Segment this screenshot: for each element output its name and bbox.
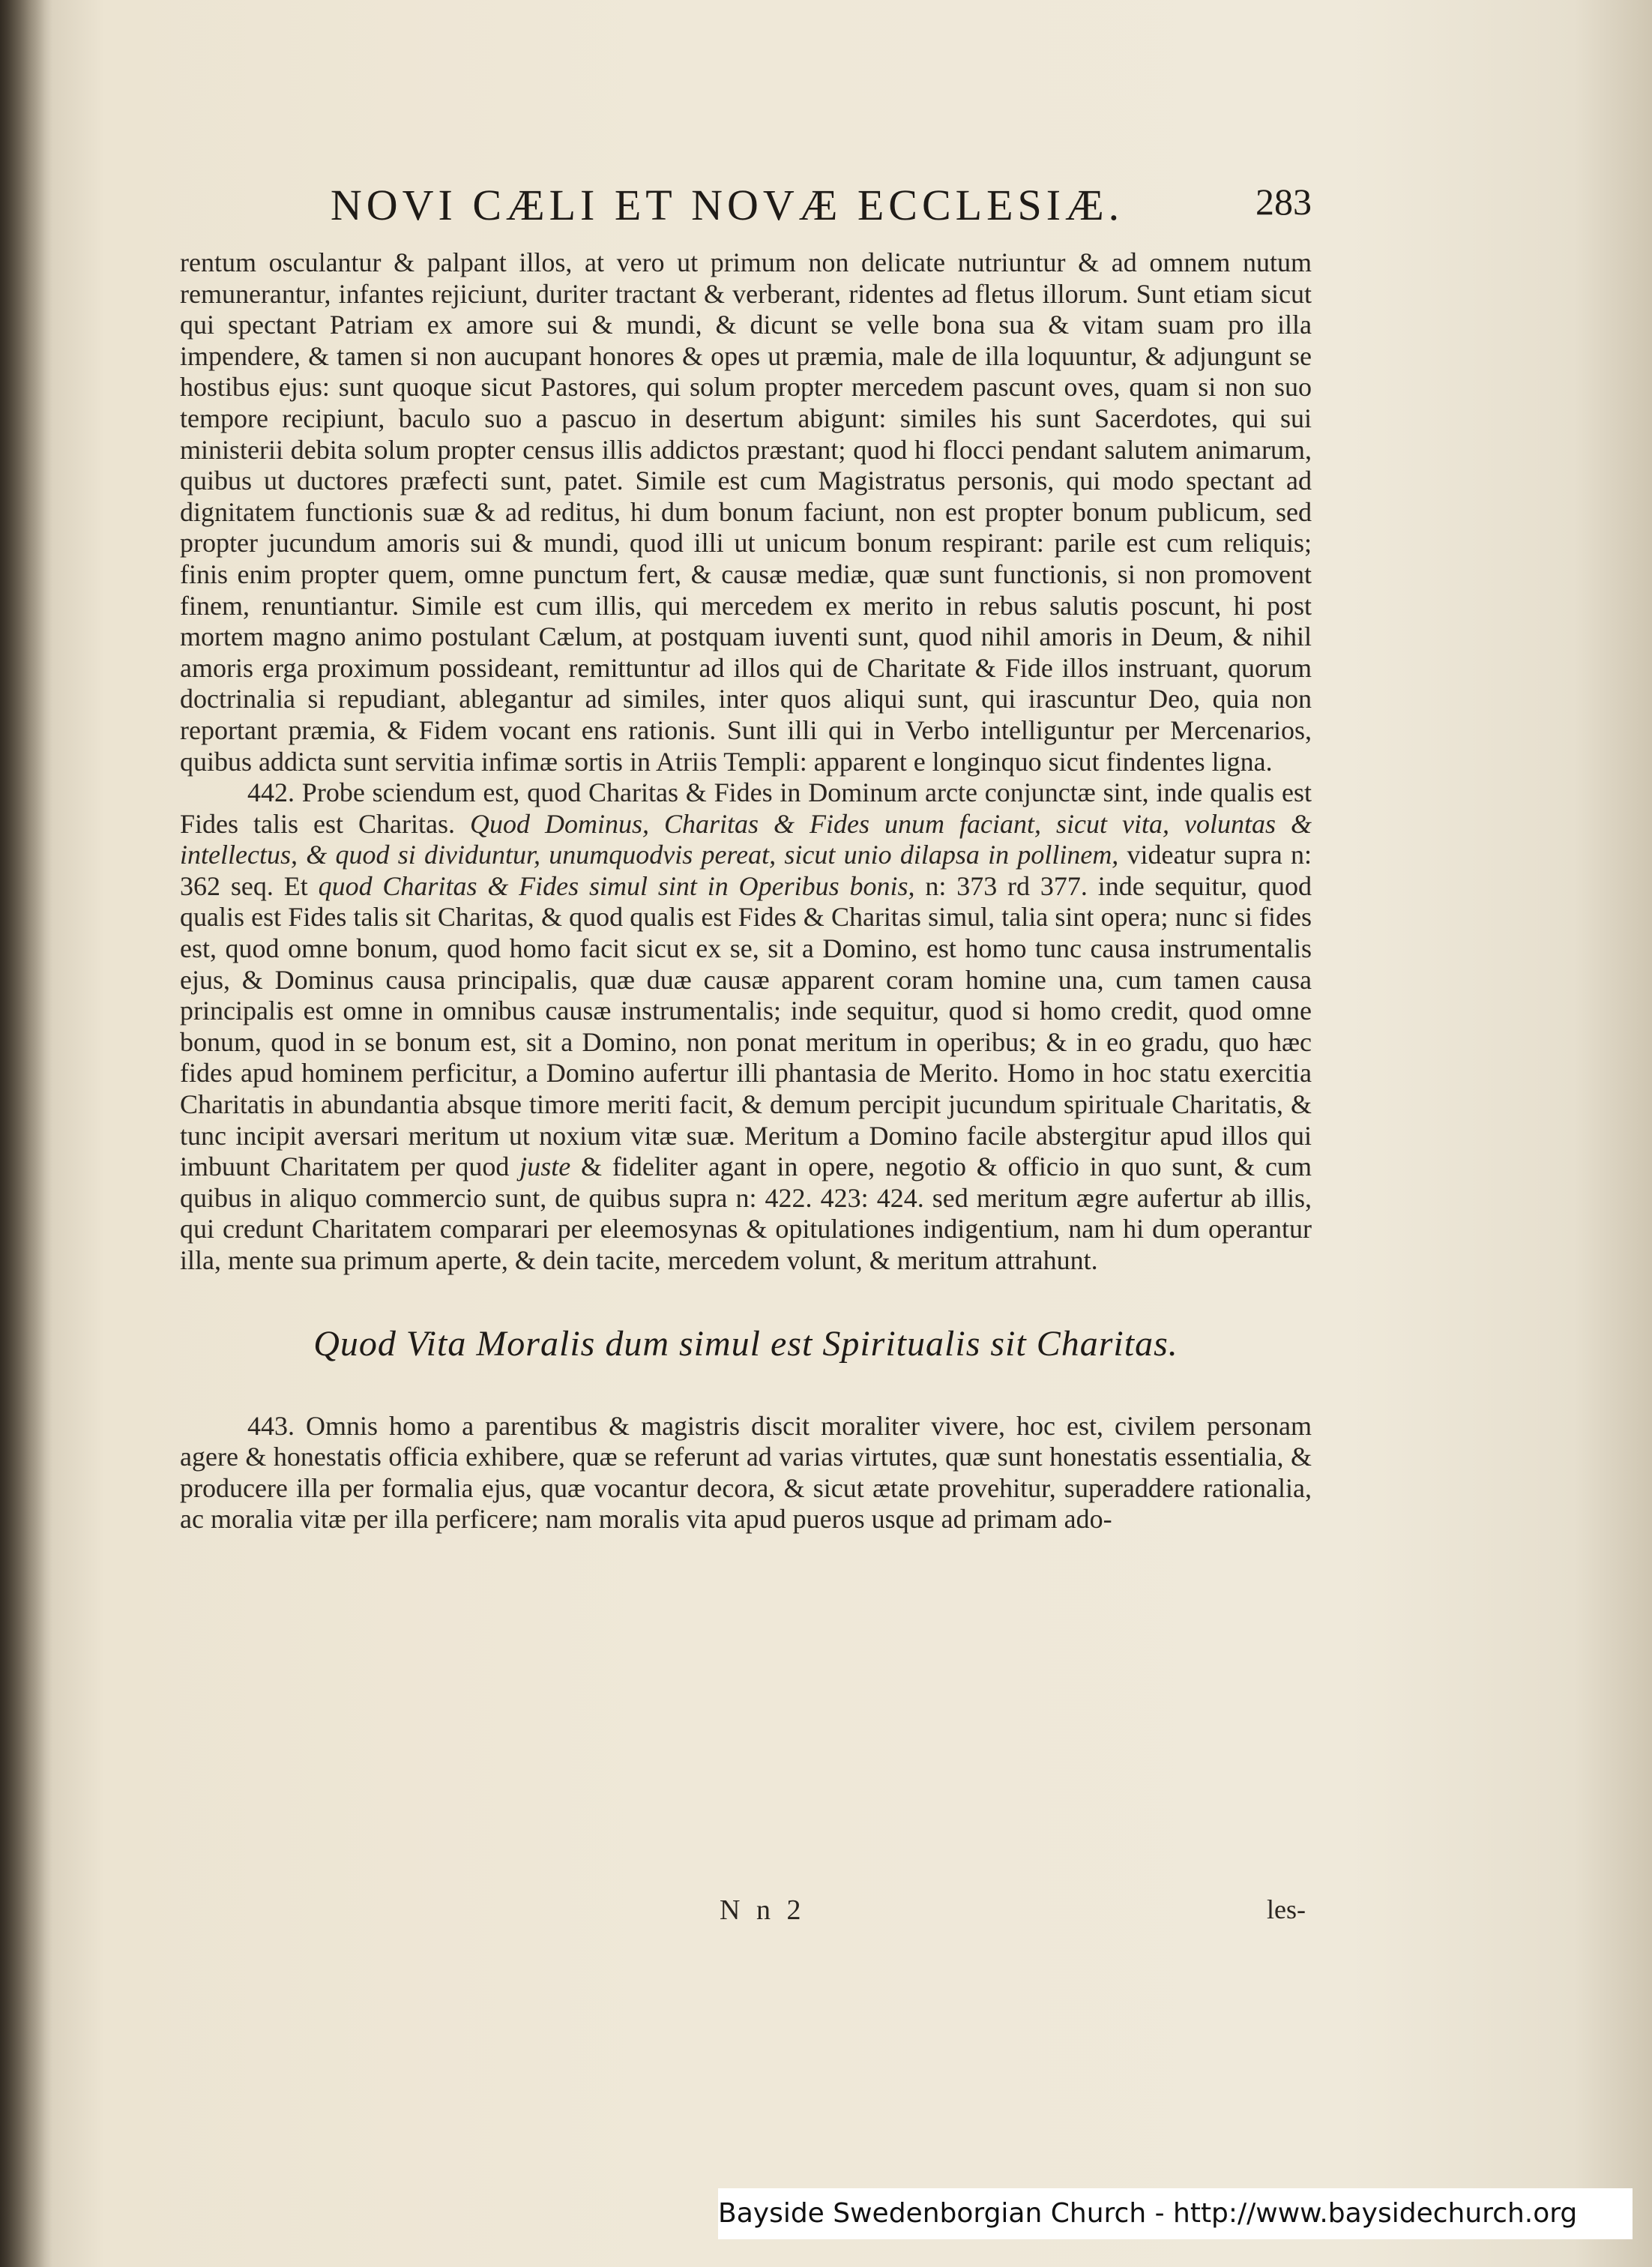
catchword: les- <box>1267 1894 1306 1924</box>
paragraph-442-text-d: & fideliter agant in opere, negotio & officio in quo sunt, & cum quibus in aliquo commercio sunt, de quibus supra n: 422. 423: 424. sed meritum ægre aufertur ab illis, qui credunt Charitatem comparari per eleemosynas & opitulationes indigentium, nam hi dum operantur illa, mente sua primum aperte, & dein tacite, mercedem volunt, & meritum attrahunt. <box>180 1151 1312 1275</box>
page-content <box>180 180 1312 1535</box>
paragraph-442-italic-c: juste <box>519 1151 571 1182</box>
main-text-continued <box>180 1411 1312 1535</box>
paragraph-442-text-a: 442. Probe sciendum est, quod Charitas & Fides in Dominum arcte conjunctæ sint, inde qualis est Fides talis est Charitas. <box>180 777 1312 839</box>
paragraph-442-italic-b: quod Charitas & Fides simul sint in Operibus bonis, <box>318 870 915 901</box>
section-heading: Quod Vita Moralis dum simul est Spiritualis sit Charitas. <box>313 1323 1178 1364</box>
paragraph-442-italic-a: Quod Dominus, Charitas & Fides unum faciant, sicut vita, voluntas & intellectus, & quod si dividuntur, unumquodvis pereat, sicut unio dilapsa in pollinem, <box>180 808 1312 870</box>
paragraph-continued: rentum osculantur & palpant illos, at vero ut primum non delicate nutriuntur & ad omnem nutum remunerantur, infantes rejiciunt, duriter tractant & verberant, ridentes ad fletus illorum. Sunt etiam sicut qui spectant Patriam ex amore sui & mundi, & dicunt se velle bona sua & vitam suam pro illa impendere, & tamen si non aucupant honores & opes ut præmia, male de illa loquuntur, & adjungunt se hostibus ejus: sunt quoque sicut Pastores, qui solum propter mercedem pascunt oves, quam si non suo tempore recipiunt, baculo suo a pascuo in desertum abigunt: similes his sunt Sacerdotes, qui sui ministerii debita solum propter census illis addictos præstant; quod hi flocci pendant salutem animarum, quibus ut ductores præfecti sunt, patet. Simile est cum Magistratus personis, qui modo spectant ad dignitatem functionis suæ & ad reditus, hi dum bonum faciunt, non est propter bonum publicum, sed propter jucundum amoris sui & mundi, quod illi ut unicum bonum respirant: parile est cum reliquis; finis enim propter quem, omne punctum fert, & causæ mediæ, quæ sunt functionis, si non promovent finem, renuntiantur. Simile est cum illis, qui mercedem ex merito in rebus salutis poscunt, hi post mortem magno animo postulant Cælum, at postquam iuventi sunt, quod nihil amoris in Deum, & nihil amoris erga proximum possideant, remittuntur ad illos qui de Charitate & Fide illos instruant, quorum doctrinalia si repudiant, ablegantur ad similes, inter quos aliqui sunt, qui irascuntur Deo, quia non reportant præmia, & Fidem vocant ens rationis. Sunt illi qui in Verbo intelliguntur per Mercenarios, quibus addicta sunt servitia infimæ sortis in Atriis Templi: apparent e longinquo sicut findentes ligna. <box>180 247 1312 777</box>
paragraph-443: 443. Omnis homo a parentibus & magistris discit moraliter vivere, hoc est, civilem personam agere & honestatis officia exhibere, quæ se referunt ad varias virtutes, quæ sunt honestatis essentialia, & producere illa per formalia ejus, quæ vocantur decora, & sicut ætate provehitur, superaddere rationalia, ac moralia vitæ per illa perficere; nam moralis vita apud pueros usque ad primam ado- <box>180 1410 1312 1535</box>
running-head <box>180 180 1312 240</box>
signature-mark: N n 2 <box>720 1894 806 1926</box>
running-title: NOVI CÆLI ET NOVÆ ECCLESIÆ. <box>330 181 1124 229</box>
paragraph-442-text-c: n: 373 rd 377. inde sequitur, quod qualis est Fides talis sit Charitas, & quod qualis est Fides & Charitas simul, talia sint opera; nunc si fides est, quod omne bonum, quod homo facit sicut ex se, sit a Domino, est homo tunc causa instrumentalis ejus, & Dominus causa principalis, quæ duæ causæ apparent coram homine una, cum tamen causa principalis est omne in omnibus causæ instrumentalis; inde sequitur, quod si homo credit, quod omne bonum, quod in se bonum est, sit a Domino, non ponat meritum in operibus; & in eo gradu, quo hæc fides apud hominem perficitur, a Domino aufertur illi phantasia de Merito. Homo in hoc statu exercitia Charitatis in abundantia absque timore meriti facit, & demum percipit jucundum spirituale Charitatis, & tunc incipit aversari meritum ut noxium vitæ suæ. Meritum a Domino facile abstergitur apud illos qui imbuunt Charitatem per quod <box>180 870 1312 1182</box>
book-gutter-shadow <box>0 0 52 2267</box>
page-number: 283 <box>1255 181 1312 223</box>
main-text <box>180 247 1312 1277</box>
credit-watermark: Bayside Swedenborgian Church - http://www.baysidechurch.org <box>718 2188 1633 2239</box>
paragraph-442-text-b: videatur supra n: 362 seq. Et <box>180 840 1312 901</box>
paragraph-442 <box>180 777 1312 1277</box>
